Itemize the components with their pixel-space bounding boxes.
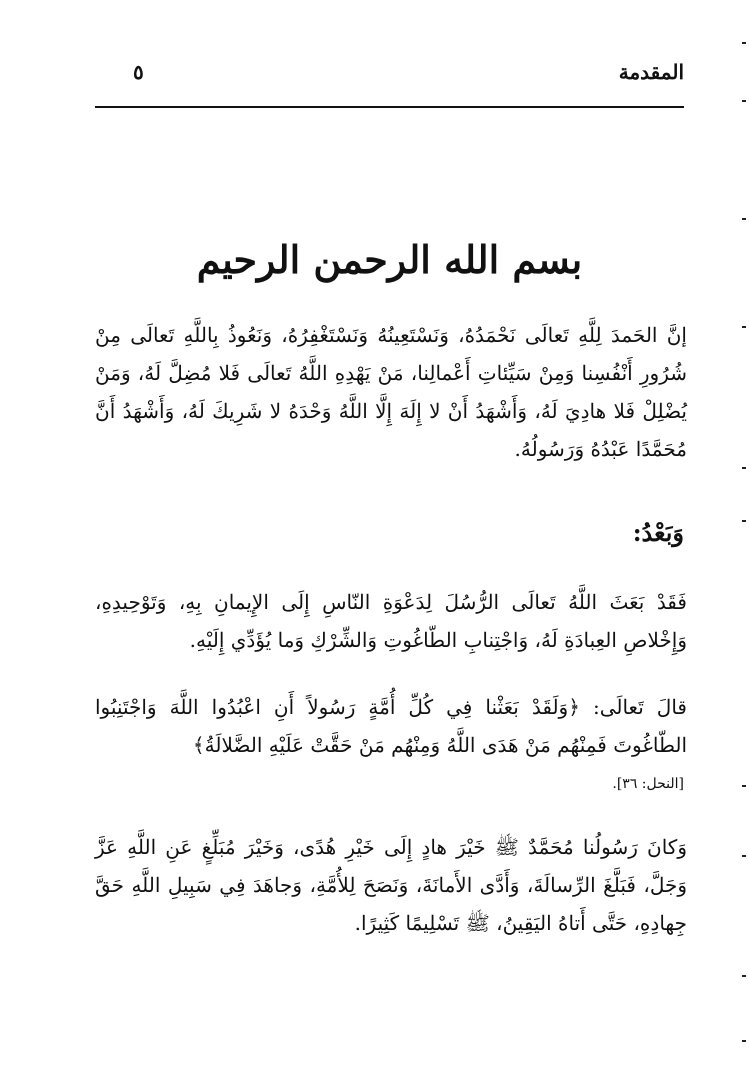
chapter-title: المقدمة (618, 60, 684, 84)
scan-edge-mark (742, 326, 746, 328)
scan-edge-mark (742, 975, 746, 977)
scan-edge-mark (742, 855, 746, 857)
scan-edge-mark (742, 100, 746, 102)
scan-edge-mark (742, 520, 746, 522)
quran-verse-paragraph: قالَ تَعالَى: ﴿وَلَقَدْ بَعَثْنا فِي كُلِّ أُمَّةٍ رَسُولاً أَنِ اعْبُدُوا اللَّهَ وَاجْتَنِبُوا الطّاغُوتَ فَمِنْهُم مَنْ هَدَى اللَّهُ وَمِنْهُم مَنْ حَقَّتْ عَلَيْهِ الضَّلالَةُ﴾ (95, 695, 687, 757)
paragraph-prophet: وَكانَ رَسُولُنا مُحَمَّدٌ ﷺ خَيْرَ هادٍ إِلَى خَيْرِ هُدًى، وَخَيْرَ مُبَلِّغٍ عَنِ اللَّهِ عَزَّ وَجَلَّ، فَبَلَّغَ الرِّسالَةَ، وَأَدَّى الأَمانَةَ، وَنَصَحَ لِلأُمَّةِ، وَجاهَدَ فِي سَبِيلِ اللَّهِ حَقَّ جِهادِهِ، حَتَّى أَتاهُ اليَقِينُ، ﷺ تَسْلِيمًا كَثِيرًا. (95, 835, 687, 935)
scan-edge-mark (742, 1040, 746, 1042)
header-divider (95, 106, 684, 108)
section-heading: وَبَعْدُ: (632, 518, 684, 547)
basmala-heading: بسم الله الرحمن الرحيم (196, 237, 583, 282)
scan-edge-mark (742, 218, 746, 220)
opening-paragraph: إنَّ الحَمدَ لِلَّهِ تَعالَى نَحْمَدُهُ، وَنَسْتَعِينُهُ وَنَسْتَغْفِرُهُ، وَنَعُوذُ بِاللَّهِ تَعالَى مِنْ شُرُورِ أَنْفُسِنا وَمِنْ سَيِّئاتِ أَعْمالِنا، مَنْ يَهْدِهِ اللَّهُ تَعالَى فَلا مُضِلَّ لَهُ، وَمَنْ يُضْلِلْ فَلا هادِيَ لَهُ، وَأَشْهَدُ أَنْ لا إِلَهَ إِلَّا اللَّهُ وَحْدَهُ لا شَرِيكَ لَهُ، وَأَشْهَدُ أَنَّ مُحَمَّدًا عَبْدُهُ وَرَسُولُهُ. (95, 323, 688, 461)
scan-edge-mark (742, 785, 746, 787)
paragraph-messengers: فَقَدْ بَعَثَ اللَّهُ تَعالَى الرُّسُلَ لِدَعْوَةِ النّاسِ إِلَى الإِيمانِ بِهِ، وَتَوْحِيدِهِ، وَإِخْلاصِ العِبادَةِ لَهُ، وَاجْتِنابِ الطّاغُوتِ وَالشِّرْكِ وَما يُؤَدِّي إِلَيْهِ. (95, 590, 687, 652)
page-header (95, 58, 684, 98)
scan-edge-mark (742, 42, 746, 44)
page-number: ٥ (133, 60, 144, 84)
scan-edge-mark (742, 467, 746, 469)
verse-citation: [النحل: ٣٦]. (612, 776, 684, 792)
